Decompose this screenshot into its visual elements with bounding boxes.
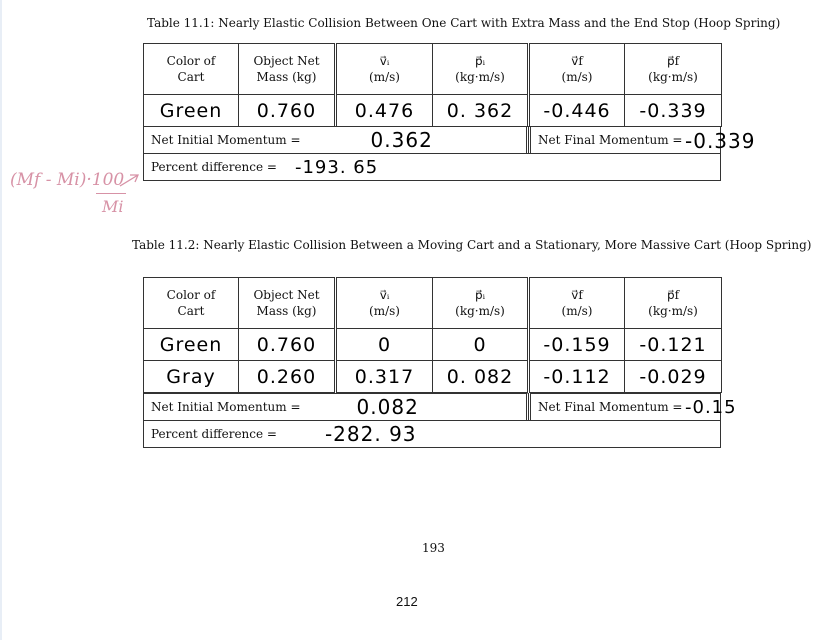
table2-header-vi: v⃗ᵢ (m/s) [336,278,433,329]
table1-cell: -0.446 [529,95,625,127]
table1-header-vf: v⃗f (m/s) [529,44,625,95]
margin-note-fraction-bar [96,193,126,194]
viewer-page-number: 212 [396,594,418,609]
table2-cell: Gray [144,361,239,393]
table1-caption: Table 11.1: Nearly Elastic Collision Between One Cart with Extra Mass and the End Stop (Hoop Spring) [147,16,781,30]
table1-cell: 0.760 [239,95,336,127]
table2-cell: 0 [336,329,433,361]
table2-cell: 0 [433,329,529,361]
table1-header-vi: v⃗ᵢ (m/s) [336,44,433,95]
table-row [144,329,722,361]
table2-cell: Green [144,329,239,361]
table-row [144,95,722,127]
margin-note-denominator: Mi [102,197,124,216]
table2-cell: -0.112 [529,361,625,393]
margin-arrow-icon [118,172,142,188]
percent-diff-value: -282. 93 [324,422,417,446]
table2 [143,277,722,393]
table2-cell: -0.159 [529,329,625,361]
net-final-label: Net Final Momentum = [538,400,683,414]
table2-net-initial [143,393,529,421]
net-final-value: -0.339 [685,129,756,153]
table2-cell: 0.260 [239,361,336,393]
net-initial-value: 0.362 [370,128,433,152]
table1-cell: 0.476 [336,95,433,127]
net-final-value: -0.15 [685,397,737,418]
page-edge [0,0,2,640]
table1-cell: -0.339 [625,95,722,127]
net-initial-label: Net Initial Momentum = [151,133,301,147]
table1-header-color: Color of Cart [144,44,239,95]
net-initial-value: 0.082 [356,395,419,419]
table1-net-initial [143,126,529,154]
table2-header-mass: Object Net Mass (kg) [239,278,336,329]
table1 [143,43,722,127]
table1-header-pf: p⃗f (kg·m/s) [625,44,722,95]
page-number: 193 [422,541,445,555]
table-row [144,361,722,393]
table1-header-pi: p⃗ᵢ (kg·m/s) [433,44,529,95]
table2-percent-diff [143,420,721,448]
net-initial-label: Net Initial Momentum = [151,400,301,414]
net-final-label: Net Final Momentum = [538,133,683,147]
table1-percent-diff [143,153,721,181]
table2-header-vf: v⃗f (m/s) [529,278,625,329]
percent-diff-label: Percent difference = [151,160,277,174]
table2-cell: -0.121 [625,329,722,361]
percent-diff-label: Percent difference = [151,427,277,441]
table2-caption: Table 11.2: Nearly Elastic Collision Between a Moving Cart and a Stationary, More Massive Cart (Hoop Spring) [132,238,812,252]
table1-cell: 0. 362 [433,95,529,127]
margin-note-numerator: (Mf - Mi)·100 [10,170,125,190]
table2-cell: -0.029 [625,361,722,393]
table2-header-pf: p⃗f (kg·m/s) [625,278,722,329]
table2-cell: 0.317 [336,361,433,393]
table2-cell: 0. 082 [433,361,529,393]
table2-header-color: Color of Cart [144,278,239,329]
percent-diff-value: -193. 65 [294,156,379,178]
table1-cell: Green [144,95,239,127]
table2-header-pi: p⃗ᵢ (kg·m/s) [433,278,529,329]
table2-cell: 0.760 [239,329,336,361]
table1-header-mass: Object Net Mass (kg) [239,44,336,95]
